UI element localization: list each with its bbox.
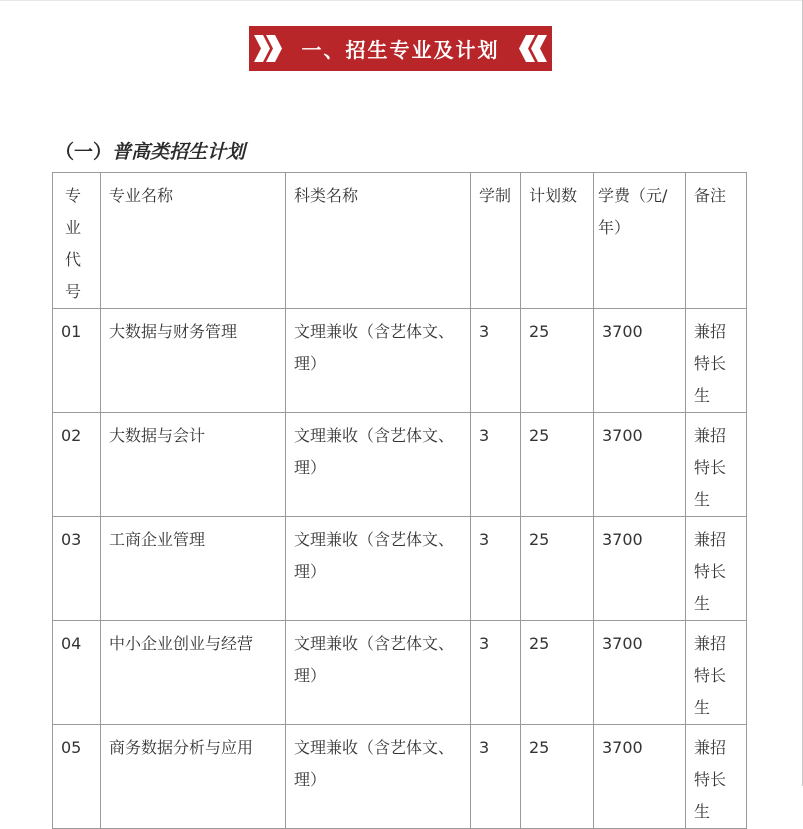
cell-note: 兼招特长生	[686, 309, 747, 413]
section-banner	[249, 26, 552, 71]
cell-note: 兼招特长生	[686, 413, 747, 517]
table-row	[53, 517, 747, 621]
table-row	[53, 309, 747, 413]
enrollment-plan-table	[52, 172, 747, 829]
double-chevron-left-icon	[516, 26, 550, 71]
table-row	[53, 413, 747, 517]
banner-title: 一、招生专业及计划	[301, 38, 500, 62]
cell-duration: 3	[471, 725, 521, 829]
section-heading-title: 普高类招生计划	[112, 141, 246, 163]
table-header-row	[53, 173, 747, 309]
cell-code: 01	[53, 309, 101, 413]
cell-fee: 3700	[594, 413, 686, 517]
cell-category: 文理兼收（含艺体文、理）	[286, 413, 471, 517]
cell-major: 中小企业创业与经营	[101, 621, 286, 725]
cell-fee: 3700	[594, 621, 686, 725]
cell-duration: 3	[471, 413, 521, 517]
cell-plan: 25	[521, 517, 594, 621]
cell-major: 大数据与会计	[101, 413, 286, 517]
header-note: 备注	[686, 173, 747, 309]
section-heading	[55, 137, 245, 164]
cell-major: 大数据与财务管理	[101, 309, 286, 413]
cell-fee: 3700	[594, 309, 686, 413]
section-heading-number: （一）	[55, 141, 113, 163]
cell-plan: 25	[521, 725, 594, 829]
cell-major: 商务数据分析与应用	[101, 725, 286, 829]
cell-code: 04	[53, 621, 101, 725]
cell-category: 文理兼收（含艺体文、理）	[286, 621, 471, 725]
header-fee: 学费（元/年）	[594, 173, 686, 309]
cell-code: 02	[53, 413, 101, 517]
cell-plan: 25	[521, 309, 594, 413]
cell-note: 兼招特长生	[686, 621, 747, 725]
cell-category: 文理兼收（含艺体文、理）	[286, 725, 471, 829]
cell-category: 文理兼收（含艺体文、理）	[286, 309, 471, 413]
cell-plan: 25	[521, 621, 594, 725]
cell-code: 05	[53, 725, 101, 829]
double-chevron-right-icon	[251, 26, 285, 71]
header-category: 科类名称	[286, 173, 471, 309]
cell-note: 兼招特长生	[686, 517, 747, 621]
frame-top-border	[0, 0, 803, 1]
cell-category: 文理兼收（含艺体文、理）	[286, 517, 471, 621]
table-row	[53, 725, 747, 829]
cell-major: 工商企业管理	[101, 517, 286, 621]
header-code: 专业代号	[53, 173, 101, 309]
cell-duration: 3	[471, 309, 521, 413]
cell-duration: 3	[471, 517, 521, 621]
cell-note: 兼招特长生	[686, 725, 747, 829]
header-major: 专业名称	[101, 173, 286, 309]
header-plan: 计划数	[521, 173, 594, 309]
cell-plan: 25	[521, 413, 594, 517]
table-row	[53, 621, 747, 725]
cell-duration: 3	[471, 621, 521, 725]
cell-fee: 3700	[594, 725, 686, 829]
cell-fee: 3700	[594, 517, 686, 621]
header-duration: 学制	[471, 173, 521, 309]
cell-code: 03	[53, 517, 101, 621]
